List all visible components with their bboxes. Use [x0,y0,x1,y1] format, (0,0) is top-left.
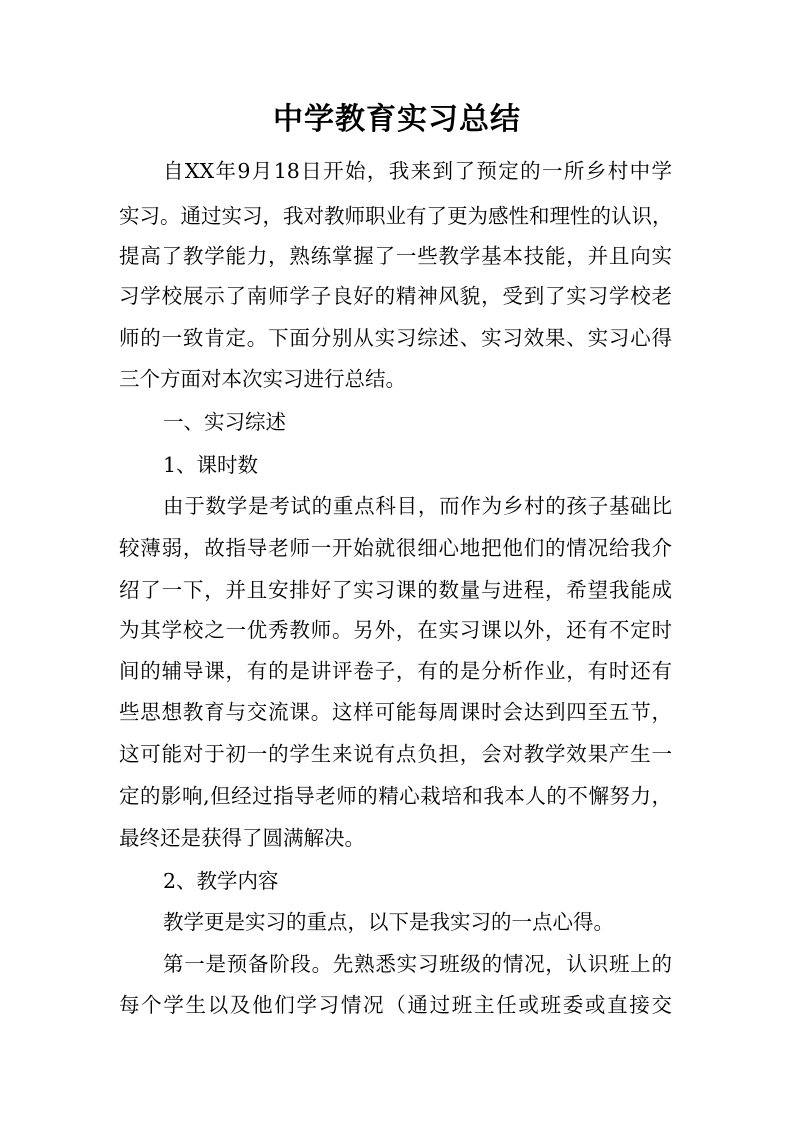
paragraph-line: 绍了一下，并且安排好了实习课的数量与进程，希望我能成 [119,578,672,602]
paragraph-line: 较薄弱，故指导老师一开始就很细心地把他们的情况给我介 [119,536,672,560]
section-heading: 一、实习综述 [163,410,286,434]
paragraph-line: 提高了教学能力，熟练掌握了一些教学基本技能，并且向实 [119,244,672,268]
paragraph-line: 实习。通过实习，我对教师职业有了更为感性和理性的认识， [119,204,673,228]
paragraph-line: 这可能对于初一的学生来说有点负担，会对教学效果产生一 [119,742,672,766]
paragraph-line: 自XX年9月18日开始，我来到了预定的一所乡村中学 [163,159,672,183]
paragraph-line: 三个方面对本次实习进行总结。 [119,367,406,391]
paragraph-line: 为其学校之一优秀教师。另外，在实习课以外，还有不定时 [119,618,672,642]
paragraph-line: 最终还是获得了圆满解决。 [119,826,365,850]
paragraph-line: 习学校展示了南师学子良好的精神风貌，受到了实习学校老 [119,284,672,308]
paragraph-line: 定的影响,但经过指导老师的精心栽培和我本人的不懈努力， [119,784,672,808]
subsection-heading: 2、教学内容 [163,869,279,893]
subsection-heading: 1、课时数 [163,453,259,477]
paragraph-line: 教学更是实习的重点，以下是我实习的一点心得。 [163,910,614,934]
document-title: 中学教育实习总结 [273,102,521,137]
paragraph-line: 由于数学是考试的重点科目，而作为乡村的孩子基础比 [163,494,672,518]
paragraph-line: 些思想教育与交流课。这样可能每周课时会达到四至五节， [119,700,672,724]
paragraph-line: 第一是预备阶段。先熟悉实习班级的情况，认识班上的 [163,952,672,976]
paragraph-line: 间的辅导课，有的是讲评卷子，有的是分析作业，有时还有 [119,659,672,683]
paragraph-line: 每个学生以及他们学习情况（通过班主任或班委或直接交 [119,993,672,1017]
paragraph-line: 师的一致肯定。下面分别从实习综述、实习效果、实习心得 [119,326,672,350]
